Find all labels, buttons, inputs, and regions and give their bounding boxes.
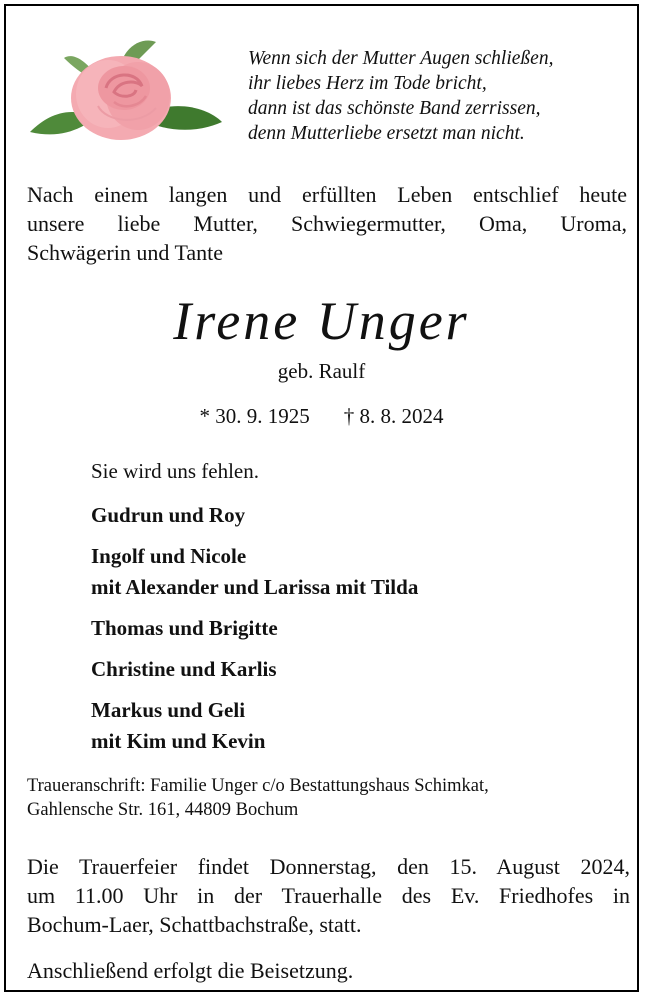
rose-icon xyxy=(28,36,228,146)
obituary-notice xyxy=(4,4,639,992)
ceremony-line: um 11.00 Uhr in der Trauerhalle des Ev. Friedhofes in xyxy=(27,883,630,908)
mourner-group xyxy=(91,613,611,644)
poem-line: ihr liebes Herz im Tode bricht, xyxy=(248,73,487,94)
ceremony-line: Die Trauerfeier findet Donnerstag, den 15. August 2024, xyxy=(27,854,630,879)
intro-line: unsere liebe Mutter, Schwiegermutter, Oma, Uroma, xyxy=(27,211,627,236)
mourner-group xyxy=(91,695,611,757)
mourner-line: mit Kim und Kevin xyxy=(91,729,266,753)
intro-text xyxy=(27,180,627,267)
deceased-name: Irene Unger xyxy=(173,291,470,351)
ceremony-line: Bochum-Laer, Schattbachstraße, statt. xyxy=(27,912,362,937)
poem-line: Wenn sich der Mutter Augen schließen, xyxy=(248,48,554,69)
mourner-line: Ingolf und Nicole xyxy=(91,544,247,568)
closing-line: Sie wird uns fehlen. xyxy=(91,459,259,483)
mourning-address xyxy=(27,774,627,822)
intro-line: Nach einem langen und erfüllten Leben entschlief heute xyxy=(27,182,627,207)
birth-name: geb. Raulf xyxy=(277,359,366,383)
life-dates xyxy=(6,402,637,430)
mourner-group xyxy=(91,654,611,685)
mourner-group xyxy=(91,500,611,531)
poem-line: denn Mutterliebe ersetzt man nicht. xyxy=(248,123,525,144)
burial-info: Anschließend erfolgt die Beisetzung. xyxy=(27,958,354,983)
mourner-line: Gudrun und Roy xyxy=(91,503,246,527)
address-line: Gahlensche Str. 161, 44809 Bochum xyxy=(27,800,299,820)
mourners-list xyxy=(91,500,611,767)
death-date: † 8. 8. 2024 xyxy=(343,404,444,428)
mourner-group xyxy=(91,541,611,603)
mourner-line: mit Alexander und Larissa mit Tilda xyxy=(91,575,419,599)
ceremony-info xyxy=(27,852,630,939)
mourner-line: Thomas und Brigitte xyxy=(91,616,278,640)
birth-date: * 30. 9. 1925 xyxy=(199,404,310,428)
address-line: Traueranschrift: Familie Unger c/o Bestattungshaus Schimkat, xyxy=(27,776,489,796)
memorial-poem xyxy=(248,46,628,146)
mourner-line: Markus und Geli xyxy=(91,698,246,722)
intro-line: Schwägerin und Tante xyxy=(27,240,224,265)
mourner-line: Christine und Karlis xyxy=(91,657,277,681)
poem-line: dann ist das schönste Band zerrissen, xyxy=(248,98,541,119)
